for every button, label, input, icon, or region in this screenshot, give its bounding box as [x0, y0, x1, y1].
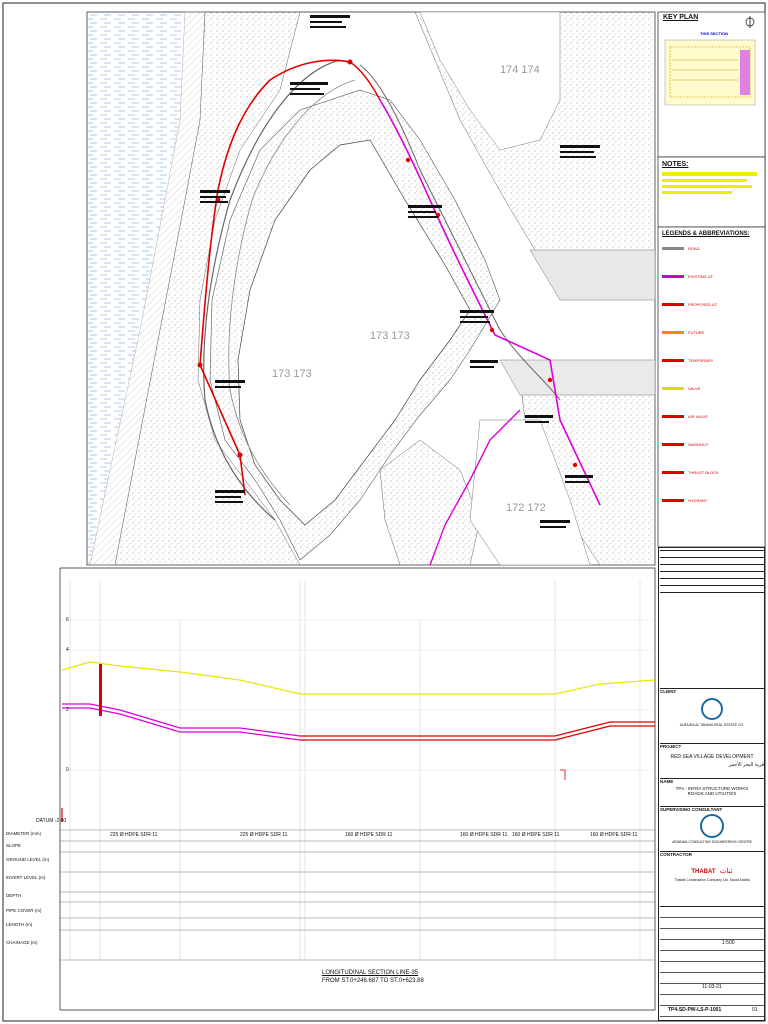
legend-item — [662, 274, 713, 279]
notes-title: NOTES: — [662, 161, 689, 168]
legend-swatch — [662, 331, 684, 334]
legend-item — [662, 302, 717, 307]
legend-label: WASHOUT — [688, 442, 709, 447]
diameter-cell-4: 160 Ø HDPE SDR 11 — [460, 832, 508, 838]
project-name-ar: قرية البحر الأحمر — [728, 762, 764, 768]
datum-label: DATUM -2.00 — [36, 818, 67, 824]
sheet-number: 01 — [752, 1007, 758, 1013]
legend-item — [662, 246, 700, 251]
project-section — [660, 743, 764, 779]
legend-item — [662, 358, 713, 363]
client-name: ALBAIDA AL TANMIA REAL ESTATE CO. — [679, 723, 745, 727]
drawing-number: TP4-SD-PW-LS-P-1001 — [668, 1007, 722, 1013]
legend-label: EXISTING UT — [688, 274, 714, 279]
name-line1: TP4 - INFRA STRUCTURE WORKS — [675, 786, 749, 791]
legend-label: VALVE — [688, 386, 701, 391]
row-label-ground-level: GROUND LEVEL (m) — [6, 857, 50, 862]
profile-title-line1: LONGITUDINAL SECTION LINE-35 — [322, 970, 419, 976]
legend-item — [662, 498, 707, 503]
legend-label: THRUST BLOCK — [688, 470, 719, 475]
consultant-logo-icon — [700, 814, 724, 838]
plot-label-174: 174 174 — [500, 64, 540, 76]
legend-swatch — [662, 415, 684, 418]
legend-item — [662, 330, 704, 335]
row-label-depth: DEPTH — [6, 893, 22, 898]
legend-swatch — [662, 303, 684, 306]
legend-title: LEGENDS & ABBREVIATIONS: — [662, 231, 750, 237]
legend-label: TEMPORARY — [688, 358, 714, 363]
row-label-length: LENGTH (m) — [6, 922, 33, 927]
plot-label-172: 172 172 — [506, 502, 546, 514]
key-plan-tag: THIS SECTION — [700, 31, 729, 36]
diameter-cell-2: 225 Ø HDPE SDR 11 — [240, 832, 288, 838]
y-tick-0: 0 — [66, 767, 69, 773]
legend-item — [662, 414, 708, 419]
legend-swatch — [662, 471, 684, 474]
diameter-cell-5: 160 Ø HDPE SDR 11 — [512, 832, 560, 838]
contractor-name: THABAT — [691, 869, 716, 875]
client-section — [660, 688, 764, 744]
row-label-diameter: DIAMETER (mm) — [6, 831, 41, 836]
scale-value: 1:500 — [722, 940, 735, 946]
y-tick-6: 6 — [66, 617, 69, 623]
contractor-full-name: Thabat Construction Company Ltd. Saudi Arabia — [674, 878, 750, 882]
legend-label: HYDRANT — [688, 498, 708, 503]
client-logo-icon — [701, 698, 723, 720]
legend-item — [662, 386, 700, 391]
diameter-cell-3: 160 Ø HDPE SDR 11 — [345, 832, 393, 838]
legend-item — [662, 442, 708, 447]
contractor-name-ar: ثبات — [719, 868, 733, 875]
consultant-section — [660, 806, 764, 852]
y-tick-4: 4 — [66, 647, 69, 653]
profile-title-line2: FROM ST.0+246.687 TO ST.0+623.88 — [322, 978, 424, 984]
client-label: CLIENT — [660, 689, 677, 694]
plot-label-173-a: 173 173 — [370, 330, 410, 342]
row-label-chainage: CHAINAGE (m) — [6, 940, 38, 945]
consultant-name: ARABIAN CONSULTING ENGINEERING CENTRE — [672, 840, 752, 844]
drawing-info-table — [660, 906, 764, 1019]
legend-swatch — [662, 443, 684, 446]
legend-swatch — [662, 499, 684, 502]
legend-label: AIR VALVE — [688, 414, 709, 419]
drawing-name-section — [660, 778, 764, 807]
diameter-cell-1: 225 Ø HDPE SDR 11 — [110, 832, 158, 838]
name-line2: ROADS AND UTILITIES — [687, 791, 737, 796]
y-tick-2: 2 — [66, 707, 69, 713]
legend-swatch — [662, 275, 684, 278]
revision-table — [660, 550, 764, 596]
name-label: NAME — [660, 779, 674, 784]
project-label: PROJECT — [660, 744, 682, 749]
legend-swatch — [662, 359, 684, 362]
legend-label: PROPOSED UT — [688, 302, 718, 307]
row-label-pipe-cover: PIPE COVER (m) — [6, 908, 42, 913]
row-label-slope: SLOPE — [6, 843, 22, 848]
legend-label: ROAD — [688, 246, 700, 251]
diameter-cell-6: 160 Ø HDPE SDR 11 — [590, 832, 638, 838]
plot-label-173-b: 173 173 — [272, 368, 312, 380]
key-plan-title: KEY PLAN — [663, 14, 699, 21]
date-value: 11-03-21 — [702, 984, 722, 990]
project-name: RED SEA VILLAGE DEVELOPMENT — [670, 754, 754, 760]
legend-swatch — [662, 387, 684, 390]
consultant-label: SUPERVISING CONSULTANT — [660, 807, 723, 812]
legend-swatch — [662, 247, 684, 250]
legend-item — [662, 470, 719, 475]
contractor-label: CONTRACTOR — [660, 852, 692, 857]
row-label-invert-level: INVERT LEVEL (m) — [6, 875, 46, 880]
contractor-section — [660, 851, 764, 907]
legend-label: FUTURE — [688, 330, 705, 335]
right-road-2 — [500, 360, 655, 395]
